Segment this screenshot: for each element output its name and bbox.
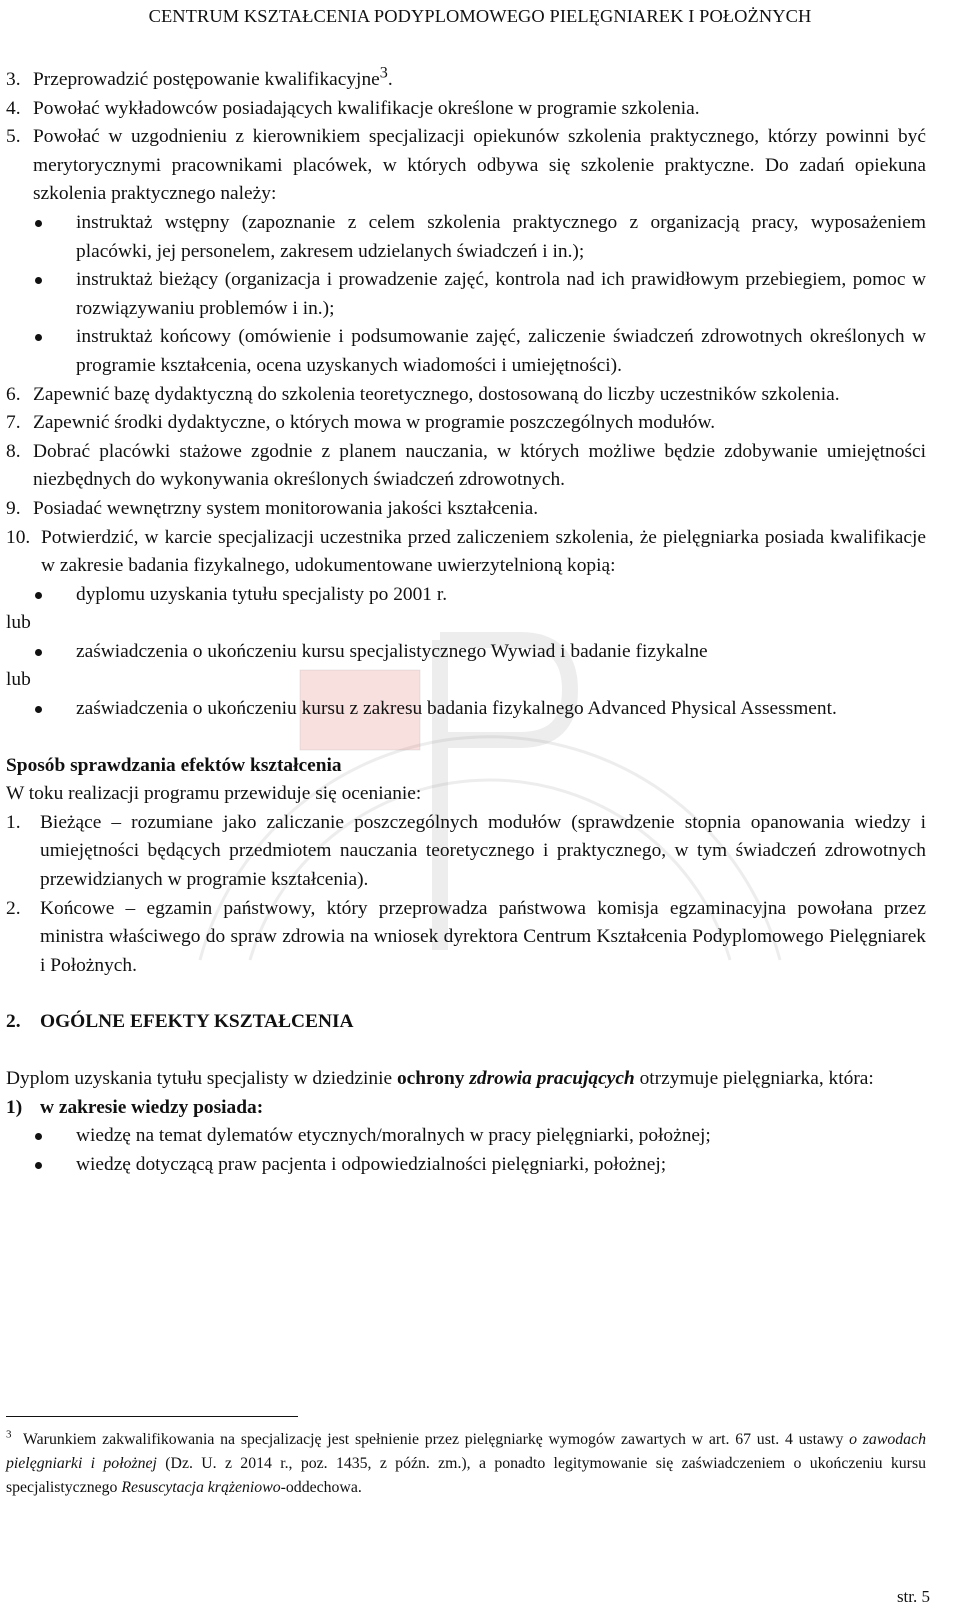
bullet-icon xyxy=(33,638,76,667)
footnote-divider xyxy=(6,1416,298,1417)
list-item: 10. Potwierdzić, w karcie specjalizacji uczestnika przed zaliczeniem szkolenia, że pielęgniarka posiada kwalifikacje w zakresie badania fizykalnego, udokumentowane uwierzytelnioną kopią: xyxy=(6,526,926,577)
document-body xyxy=(6,66,926,1179)
list-item: 3. Przeprowadzić postępowanie kwalifikacyjne$^3$. xyxy=(6,64,393,90)
section-title: 2. OGÓLNE EFEKTY KSZTAŁCENIA xyxy=(6,1011,354,1033)
page-header: CENTRUM KSZTAŁCENIA PODYPLOMOWEGO PIELĘGNIAREK I POŁOŻNYCH xyxy=(148,6,812,26)
footnote: $^3$ Warunkiem zakwalifikowania na specjalizację jest spełnienie przez pielęgniarkę wymogów zawartych w art. 67 ust. 4 ustawy o zawodach pielęgniarki i położnej (Dz. U. z 2014 r., poz. 1435, z późn. zm.), a ponadto legitymowanie się zaświadczeniem o ukończeniu kursu specjalistycznego Resuscytacja krążeniowo-oddechowa. xyxy=(6,1428,926,1496)
bullet-item: instruktaż wstępny (zapoznanie z celem szkolenia praktycznego z organizacją pracy, wyposażeniem placówki, jej personelem, zakresem udzielanych świadczeń i in.); xyxy=(33,209,926,266)
bullet-icon xyxy=(33,581,76,610)
bullet-icon xyxy=(33,209,76,266)
bullet-icon xyxy=(33,323,76,380)
bullet-item: wiedzę dotyczącą praw pacjenta i odpowiedzialności pielęgniarki, położnej; xyxy=(33,1151,926,1180)
or-text: lub xyxy=(6,669,31,691)
list-item: 4. Powołać wykładowców posiadających kwalifikacje określone w programie szkolenia. xyxy=(6,97,700,119)
or-text: lub xyxy=(6,612,31,634)
list-item: 8. Dobrać placówki stażowe zgodnie z planem nauczania, w których możliwe będzie zdobywanie umiejętności niezbędnych do wykonywania określonych świadczeń zdrowotnych. xyxy=(6,440,926,491)
page-number: str. 5 xyxy=(896,1587,930,1606)
bullet-icon xyxy=(33,266,76,323)
assessment-heading: Sposób sprawdzania efektów kształcenia xyxy=(6,754,342,776)
bullet-icon xyxy=(33,1151,76,1180)
bullet-item: instruktaż bieżący (organizacja i prowadzenie zajęć, kontrola nad ich prawidłowym przebiegiem, pomoc w rozwiązywaniu problemów i in.); xyxy=(33,266,926,323)
bullet-item: wiedzę na temat dylematów etycznych/moralnych w pracy pielęgniarki, położnej; xyxy=(33,1122,926,1151)
bullet-item: dyplomu uzyskania tytułu specjalisty po 2001 r. xyxy=(33,581,926,610)
bullet-item: instruktaż końcowy (omówienie i podsumowanie zajęć, zaliczenie świadczeń zdrowotnych określonych w programie kształcenia, ocena uzyskanych wiadomości i umiejętności). xyxy=(33,323,926,380)
list-item: 1. Bieżące – rozumiane jako zaliczanie poszczególnych modułów (sprawdzenie stopnia opanowania wiedzy i umiejętności będących przedmiotem nauczania teoretycznego i praktycznego, w tym świadczeń zdrowotnych przewidzianych w programie kształcenia). xyxy=(6,811,926,891)
list-item: 7. Zapewnić środki dydaktyczne, o których mowa w programie poszczególnych modułów. xyxy=(6,412,716,434)
footnote-ref[interactable]: 3 xyxy=(379,64,388,82)
list-item: 9. Posiadać wewnętrzny system monitorowania jakości kształcenia. xyxy=(6,497,539,519)
bullet-item: zaświadczenia o ukończeniu kursu z zakresu badania fizykalnego Advanced Physical Assessment. xyxy=(33,695,926,724)
bullet-icon xyxy=(33,1122,76,1151)
section-intro: Dyplom uzyskania tytułu specjalisty w dziedzinie ochrony zdrowia pracujących otrzymuje pielęgniarka, która: xyxy=(6,1068,874,1089)
bullet-item: zaświadczenia o ukończeniu kursu specjalistycznego Wywiad i badanie fizykalne xyxy=(33,638,926,667)
subsection-title: 1) w zakresie wiedzy posiada: xyxy=(6,1096,264,1118)
list-item: 6. Zapewnić bazę dydaktyczną do szkolenia teoretycznego, dostosowaną do liczby uczestników szkolenia. xyxy=(6,383,840,405)
assessment-intro: W toku realizacji programu przewiduje się ocenianie: xyxy=(6,783,422,805)
list-item: 5. Powołać w uzgodnieniu z kierownikiem specjalizacji opiekunów szkolenia praktycznego, którzy powinni być merytorycznymi pracownikami placówek, w których odbywa się szkolenie praktyczne. Do zadań opiekuna szkolenia praktycznego należy: xyxy=(6,126,926,205)
list-item: 2. Końcowe – egzamin państwowy, który przeprowadza państwowa komisja egzaminacyjna powołana przez ministra właściwego do spraw zdrowia na wniosek dyrektora Centrum Kształcenia Podyplomowego Pielęgniarek i Położnych. xyxy=(6,897,926,976)
bullet-icon xyxy=(33,695,76,724)
